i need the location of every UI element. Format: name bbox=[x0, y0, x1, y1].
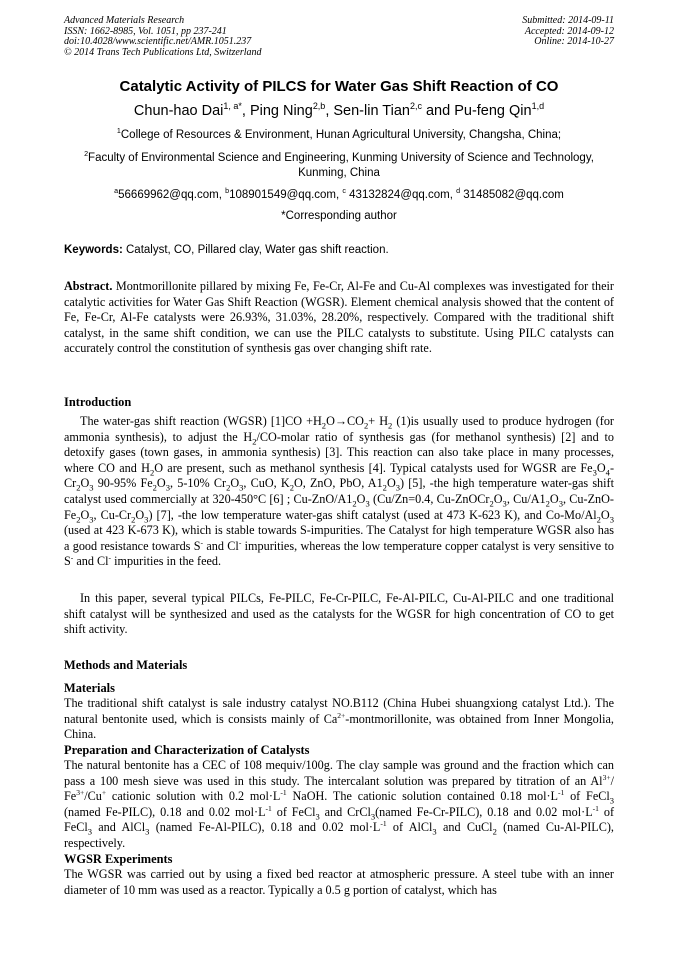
keywords-label: Keywords: bbox=[64, 244, 123, 256]
publication-dates bbox=[522, 16, 614, 48]
journal-info bbox=[64, 16, 262, 58]
introduction-paragraph-1: The water-gas shift reaction (WGSR) $[1]CO +H_2O\to CO_2+ H_2$ (1)is usually used to produce hydrogen (for ammonia synthesis), to adjust the $H_2/CO$-molar ratio of synthesis gas (for methanol synthesis) [2] and to detoxify gases (town gases, in ammonia synthesis) [3]. This reaction can also take place in many processes, where CO and $H_2O$ are present, such as methanol synthesis [4]. Typical catalysts used for WGSR are $Fe_3O_4-Cr_2O_3$ 90-95% $Fe_2O_3$, 5-10% $Cr_2O_3$, CuO, $K_2O$, ZnO, PbO, $A1_2O_3$) [5], -the high temperature water-gas shift catalyst used commercially at 320-450°C [6] ; $Cu-ZnO/A1_2O_3$ (Cu/Zn=0.4, $Cu-ZnOCr_2O_3$, $Cu/A1_2O_3$, $Cu-ZnO-Fe_2O_3$, $Cu-Cr_2O_3$) [7], -the low temperature water-gas shift catalyst (used at 473 K-623 K), and $Co-Mo/Al_2O_3$ (used at 423 K-673 K), which is stable towards S-impurities. The Catalyst for high temperature WGSR also has a good resistance towards S- and Cl- impurities, whereas the low temperature copper catalyst is very sensitive to S- and Cl- impurities in the feed. bbox=[64, 414, 614, 569]
preparation-paragraph: The natural bentonite has a CEC of 108 mequiv/100g. The clay sample was ground and the fraction which can pass a 100 mesh sieve was used in this study. The intercalant solution was prepared by titration of an $Al^{3+}/$ $Fe^{3+}/Cu^+$ cationic solution with 0.2 $mol\cdot L^{-1}$ NaOH. The cationic solution contained 0.18 $mol\cdot L^{-1}$ of FeCl$_3$ (named Fe-PILC), 0.18 and 0.02 $mol\cdot L^{-1}$ of FeCl$_3$ and CrCl$_3$(named Fe-Cr-PILC), 0.18 and 0.02 $mol\cdot L^{-1}$ of FeCl$_3$ and AlCl$_3$ (named Fe-Al-PILC), 0.18 and 0.02 $mol\cdot L^{-1}$ of AlCl$_3$ and CuCl$_2$ (named Cu-Al-PILC), respectively. bbox=[64, 758, 615, 850]
keywords-text: Catalyst, CO, Pillared clay, Water gas shift reaction. bbox=[122, 244, 389, 256]
introduction-heading: Introduction bbox=[64, 395, 132, 409]
author-name: Pu-feng Qin bbox=[454, 103, 532, 119]
abstract-label: Abstract. bbox=[64, 279, 113, 293]
journal-name: Advanced Materials Research bbox=[64, 15, 185, 26]
date-online: Online: 2014-10-27 bbox=[534, 36, 614, 48]
keywords bbox=[64, 244, 614, 256]
author-affiliation-mark: 1, a* bbox=[223, 101, 242, 112]
journal-copyright: © 2014 Trans Tech Publications Ltd, Switzerland bbox=[64, 46, 262, 58]
author-name: Sen-lin Tian bbox=[333, 103, 410, 119]
date-accepted: Accepted: 2014-09-12 bbox=[524, 25, 614, 37]
paper-title: Catalytic Activity of PILCS for Water Gas Shift Reaction of CO bbox=[119, 78, 559, 95]
journal-doi: doi:10.4028/www.scientific.net/AMR.1051.237 bbox=[64, 36, 252, 48]
wgsr-experiments-paragraph: The WGSR was carried out by using a fixed bed reactor at atmospheric pressure. A steel tube with an inner diameter of 10 mm was used as a reactor. Typically a 0.5 g portion of catalyst, which has bbox=[64, 867, 614, 897]
date-submitted: Submitted: 2014-09-11 bbox=[522, 15, 614, 26]
abstract-text: Montmorillonite pillared by mixing Fe, Fe-Cr, Al-Fe and Cu-Al complexes was investigated for their catalytic activities for Water Gas Shift Reaction (WGSR). Element chemical analysis showed that the content of Fe, Fe-Cr, Al-Fe catalysts were 26.93%, 31.03%, 28.20%, respectively. Compared with the traditional shift catalyst, in the same shift condition, we can use the PILC catalysts to substitute. Using PILC catalysts can accurately control the constitution of synthesis gas over changing shift rate. bbox=[64, 279, 614, 356]
author-name: Chun-hao Dai bbox=[133, 103, 224, 119]
corresponding-author: *Corresponding author bbox=[281, 210, 397, 222]
author-emails: $^a$56669962@qq.com, $^b$108901549@qq.com, $^c$ 43132824@qq.com, $^d$ 31485082@qq.com bbox=[114, 187, 564, 201]
author-affiliation-mark: 2,c bbox=[409, 101, 422, 112]
abstract bbox=[64, 279, 614, 357]
preparation-heading: Preparation and Characterization of Catalysts bbox=[64, 743, 310, 757]
methods-heading: Methods and Materials bbox=[64, 658, 188, 672]
author-list: Chun-hao Dai$^{1, a*}$, Ping Ning$^{2,b}$, Sen-lin Tian$^{2,c}$ and Pu-feng Qin$^{1,d}$ bbox=[133, 101, 545, 119]
materials-paragraph: The traditional shift catalyst is sale industry catalyst NO.B112 (China Hubei shuangxiong catalyst Ltd.). The natural bentonite used, which is consists mainly of $Ca^{2+}$-montmorillonite, was obtained from Inner Mongolia, China. bbox=[64, 696, 614, 742]
affiliation-2: $^2$Faculty of Environmental Science and Engineering, Kunming University of Science and Technology, Kunming, China bbox=[84, 150, 594, 179]
author-name: Ping Ning bbox=[249, 103, 313, 119]
author-affiliation-mark: 2,b bbox=[312, 101, 326, 112]
author-affiliation-mark: 1,d bbox=[531, 101, 545, 112]
materials-heading: Materials bbox=[64, 681, 115, 695]
introduction-paragraph-2: In this paper, several typical PILCs, Fe-PILC, Fe-Cr-PILC, Fe-Al-PILC, Cu-Al-PILC and one traditional shift catalyst will be synthesized and used as the catalysts for the WGSR for high concentration of CO to get shift activity. bbox=[64, 591, 614, 637]
affiliation-1: $^1$College of Resources & Environment, Hunan Agricultural University, Changsha, China; bbox=[116, 127, 562, 141]
journal-issn: ISSN: 1662-8985, Vol. 1051, pp 237-241 bbox=[64, 25, 227, 37]
wgsr-experiments-heading: WGSR Experiments bbox=[64, 852, 173, 866]
